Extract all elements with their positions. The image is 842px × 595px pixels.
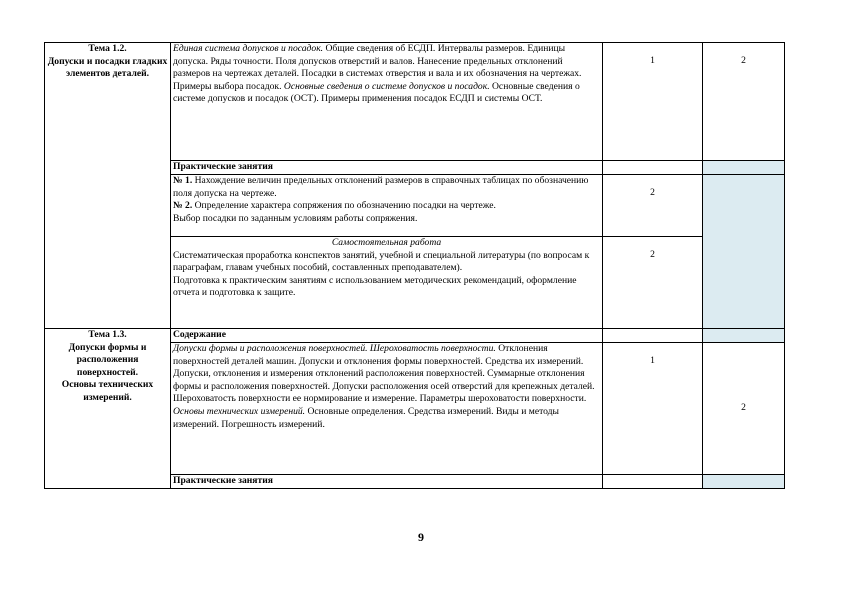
topic-cell [45, 43, 171, 329]
hours-cell-empty [603, 475, 703, 489]
shaded-cell [703, 161, 785, 175]
shaded-cell [703, 475, 785, 489]
level-cell: 2 [703, 43, 785, 161]
independent-work [171, 237, 603, 329]
practical-header: Практические занятия [171, 475, 603, 489]
hours-cell: 2 [603, 175, 703, 237]
section-text: Общие сведения об ЕСДП. Интервалы размеров. Единицы допуска. Ряды точности. Поля допусков отверстий и валов. Нанесение предельных отклонений размеров на чертежах деталей. Посадки в системах отверстия и вала и их обозначения на чертежах. Примеры выбора посадок. [173, 43, 582, 92]
section-lead: Допуски формы и расположения поверхностей. Шероховатость поверхности. [173, 343, 496, 354]
hours-cell: 1 [603, 343, 703, 475]
shaded-cell [703, 175, 785, 329]
curriculum-table [44, 42, 785, 489]
topic-subtitle-2: Основы технических измерений. [61, 379, 154, 403]
hours-cell: 2 [603, 237, 703, 329]
section-text-2: Основные определения. Средства измерений. Виды и методы измерений. Погрешность измерений. [173, 405, 560, 430]
content-cell [171, 343, 603, 475]
page-number: 9 [418, 530, 424, 544]
independent-text-2: Подготовка к практическим занятиям с использованием методических рекомендаций, оформление отчета и подготовка к защите. [173, 274, 577, 299]
table-row [45, 43, 785, 161]
shaded-cell [703, 329, 785, 343]
topic-title: Тема 1.3. [88, 329, 127, 340]
item-text: Нахождение величин предельных отклонений размеров в справочных таблицах по обозначению поля допуска на чертеже. [173, 175, 589, 199]
level-cell: 2 [703, 343, 785, 475]
independent-text: Систематическая проработка конспектов занятий, учебной и специальной литературы (по вопросам к параграфам, главам учебных пособий, составленных преподавателем). [173, 249, 590, 274]
topic-subtitle: Допуски и посадки гладких элементов деталей. [47, 55, 168, 80]
section-mid: Основы технических измерений. [173, 405, 306, 417]
section-text-2: Основные сведения о системе допусков и посадок (ОСТ). Примеры применения посадок ЕСДП и системы ОСТ. [173, 80, 580, 105]
item-number: № 1. [173, 175, 193, 186]
section-text: Отклонения поверхностей деталей машин. Допуски и отклонения формы поверхностей. Средства их измерений. Допуски, отклонения и измерения отклонений расположения поверхностей. Суммарные отклонения формы и расположения поверхностей. Допуски расположения осей отверстий для крепежных деталей. Шероховатость поверхности ее нормирование и измерение. Параметры шероховатости поверхности. [173, 343, 595, 405]
hours-cell-empty [603, 161, 703, 175]
topic-title: Тема 1.2. [88, 43, 127, 54]
content-cell [171, 43, 603, 161]
section-lead: Единая система допусков и посадок. [173, 43, 324, 54]
section-mid: Основные сведения о системе допусков и посадок. [283, 80, 490, 92]
topic-cell [45, 329, 171, 489]
hours-cell: 1 [603, 43, 703, 161]
hours-cell-empty [603, 329, 703, 343]
content-header: Содержание [171, 329, 603, 343]
independent-header: Самостоятельная работа [331, 237, 442, 248]
practical-header: Практические занятия [171, 161, 603, 175]
practical-items [171, 175, 603, 237]
topic-subtitle: Допуски формы и расположения поверхностей. [68, 341, 147, 378]
item-number: № 2. [173, 200, 193, 212]
item-text: Определение характера сопряжения по обозначению посадки на чертеже. [192, 200, 496, 212]
item-text-cont: Выбор посадки по заданным условиям работы сопряжения. [173, 212, 418, 224]
table-row [45, 329, 785, 343]
